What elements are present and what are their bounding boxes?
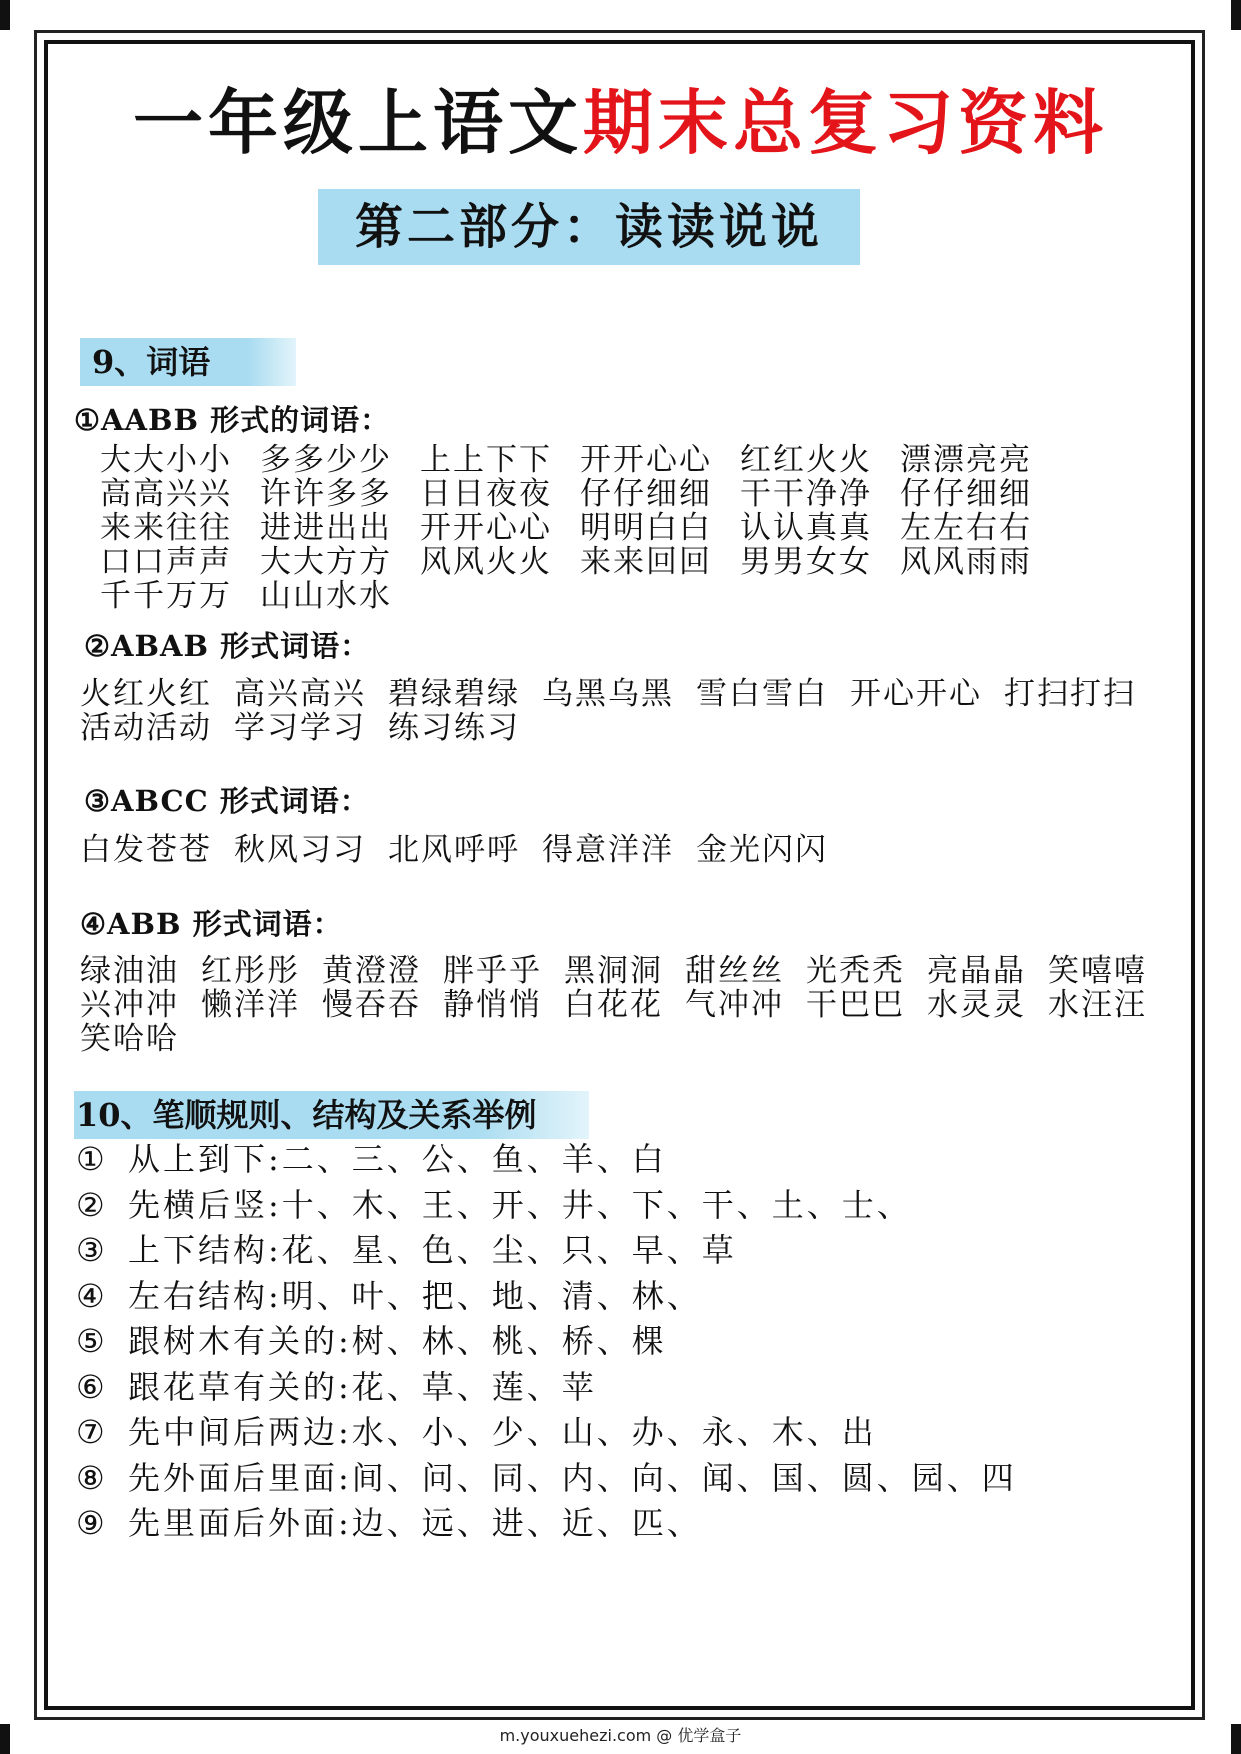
word-item: 大大小小 <box>100 442 232 478</box>
rule-text: 跟花草有关的:花、草、莲、苹 <box>128 1367 597 1406</box>
rule-number: ⑨ <box>76 1504 108 1542</box>
rule-text: 先外面后里面:间、问、同、内、向、闻、国、圆、园、四 <box>128 1458 1017 1497</box>
rule-row <box>76 1228 1176 1274</box>
corner-mark-top-left <box>0 0 10 30</box>
footer-watermark: m.youxuehezi.com @ 优学盒子 <box>499 1726 742 1745</box>
rule-row <box>76 1183 1176 1229</box>
word-item: 开开心心 <box>420 510 552 546</box>
rule-text: 上下结构:花、星、色、尘、只、早、草 <box>128 1231 737 1269</box>
word-item: 男男女女 <box>740 544 872 580</box>
word-item: 火红火红 <box>80 676 212 712</box>
word-item: 黑洞洞 <box>564 953 663 989</box>
section-9-heading: 9、词语 <box>80 338 296 386</box>
rule-text: 从上到下:二、三、公、鱼、羊、白 <box>128 1140 667 1178</box>
word-item: 千千万万 <box>100 578 232 614</box>
word-item: 笑哈哈 <box>80 1021 179 1057</box>
rule-row <box>76 1137 1176 1183</box>
rule-number: ③ <box>76 1231 108 1269</box>
abab-word-list <box>80 677 1180 745</box>
word-item: 多多少少 <box>260 442 392 478</box>
word-item: 慢吞吞 <box>322 987 421 1023</box>
word-item: 懒洋洋 <box>201 987 300 1023</box>
rule-number: ⑤ <box>76 1322 108 1360</box>
rule-row <box>76 1410 1176 1456</box>
word-item: 胖乎乎 <box>443 953 542 989</box>
word-item: 来来回回 <box>580 544 712 580</box>
rule-text: 跟树木有关的:树、林、桃、桥、棵 <box>128 1322 667 1360</box>
word-item: 上上下下 <box>420 442 552 478</box>
word-item: 亮晶晶 <box>927 953 1026 989</box>
rule-number: ② <box>76 1185 108 1224</box>
word-item: 碧绿碧绿 <box>388 676 520 712</box>
word-item: 静悄悄 <box>443 987 542 1023</box>
title-red-part: 期末总复习资料 <box>583 82 1108 164</box>
word-item: 笑嘻嘻 <box>1048 953 1147 989</box>
word-item: 红红火火 <box>740 442 872 478</box>
rule-row <box>76 1274 1176 1320</box>
word-item: 仔仔细细 <box>900 476 1032 512</box>
word-item: 水灵灵 <box>927 987 1026 1023</box>
word-item: 金光闪闪 <box>696 832 828 868</box>
word-item: 甜丝丝 <box>685 953 784 989</box>
word-item: 活动活动 <box>80 710 212 746</box>
rule-number: ① <box>76 1140 108 1178</box>
rule-text: 先中间后两边:水、小、少、山、办、永、木、出 <box>128 1413 877 1451</box>
rule-text: 先横后竖:十、木、王、开、井、下、干、土、士、 <box>128 1185 912 1224</box>
abab-label: ②ABAB 形式词语： <box>84 629 371 663</box>
word-item: 气冲冲 <box>685 987 784 1023</box>
word-item: 进进出出 <box>260 510 392 546</box>
word-item: 左左右右 <box>900 510 1032 546</box>
word-item: 北风呼呼 <box>388 832 520 868</box>
word-item: 水汪汪 <box>1048 987 1147 1023</box>
word-item: 漂漂亮亮 <box>900 442 1032 478</box>
rule-row <box>76 1319 1176 1365</box>
word-item: 学习学习 <box>234 710 366 746</box>
page-title <box>0 78 1241 168</box>
word-item: 开开心心 <box>580 442 712 478</box>
rule-row <box>76 1456 1176 1502</box>
part-subtitle: 第二部分：读读说说 <box>318 189 860 265</box>
word-item: 高高兴兴 <box>100 476 232 512</box>
abcc-label: ③ABCC 形式词语： <box>84 784 370 818</box>
rule-number: ⑥ <box>76 1367 108 1406</box>
rule-number: ⑧ <box>76 1458 108 1497</box>
word-item: 干巴巴 <box>806 987 905 1023</box>
rule-text: 先里面后外面:边、远、进、近、匹、 <box>128 1504 702 1542</box>
word-item: 乌黑乌黑 <box>542 676 674 712</box>
word-item: 红彤彤 <box>201 953 300 989</box>
word-item: 山山水水 <box>260 578 392 614</box>
aabb-word-grid <box>100 443 1060 613</box>
word-item: 打扫打扫 <box>1004 676 1136 712</box>
word-item: 仔仔细细 <box>580 476 712 512</box>
word-item: 干干净净 <box>740 476 872 512</box>
word-item: 秋风习习 <box>234 832 366 868</box>
corner-mark-top-right <box>1231 0 1241 30</box>
word-item: 黄澄澄 <box>322 953 421 989</box>
word-item: 认认真真 <box>740 510 872 546</box>
word-item: 白发苍苍 <box>80 832 212 868</box>
word-item: 来来往往 <box>100 510 232 546</box>
word-item: 开心开心 <box>850 676 982 712</box>
word-item: 雪白雪白 <box>696 676 828 712</box>
word-item: 得意洋洋 <box>542 832 674 868</box>
abb-word-list <box>80 954 1180 1056</box>
word-item: 绿油油 <box>80 953 179 989</box>
rule-number: ⑦ <box>76 1413 108 1451</box>
word-item: 高兴高兴 <box>234 676 366 712</box>
word-item: 兴冲冲 <box>80 987 179 1023</box>
word-item: 大大方方 <box>260 544 392 580</box>
rule-row <box>76 1365 1176 1411</box>
word-item: 白花花 <box>564 987 663 1023</box>
aabb-label: ①AABB 形式的词语： <box>74 403 391 437</box>
section-10-heading: 10、笔顺规则、结构及关系举例 <box>74 1091 589 1139</box>
stroke-rule-list <box>76 1137 1176 1547</box>
rule-number: ④ <box>76 1276 108 1315</box>
word-item: 口口声声 <box>100 544 232 580</box>
word-item: 光秃秃 <box>806 953 905 989</box>
word-item: 风风火火 <box>420 544 552 580</box>
word-item: 明明白白 <box>580 510 712 546</box>
abcc-word-list <box>80 833 1180 867</box>
word-item: 练习练习 <box>388 710 520 746</box>
rule-text: 左右结构:明、叶、把、地、清、林、 <box>128 1276 702 1315</box>
title-black-part: 一年级上语文 <box>133 82 583 164</box>
abb-label: ④ABB 形式词语： <box>80 907 343 941</box>
word-item: 风风雨雨 <box>900 544 1032 580</box>
word-item: 许许多多 <box>260 476 392 512</box>
word-item: 日日夜夜 <box>420 476 552 512</box>
rule-row <box>76 1501 1176 1547</box>
